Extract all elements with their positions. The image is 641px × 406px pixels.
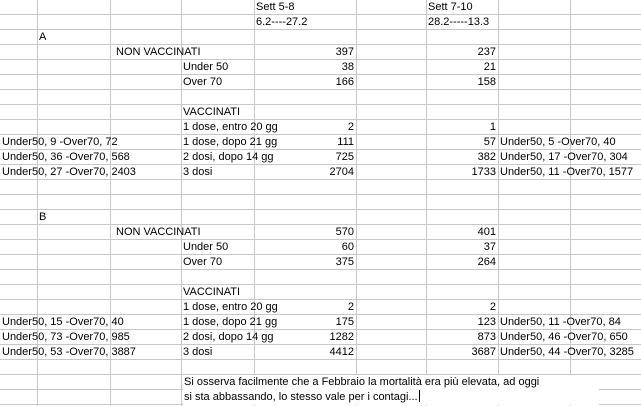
section-b-vaccinati-label[interactable]: VACCINATI: [183, 286, 241, 298]
section-b-dose1-21-breakdown-p1[interactable]: Under50, 15 -Over70, 40: [2, 316, 124, 328]
section-b-non-vaccinati-p1[interactable]: 570: [335, 226, 354, 238]
section-b-dose2-14-p1[interactable]: 1282: [329, 331, 354, 343]
section-a-non-vaccinati-p1[interactable]: 397: [335, 46, 354, 58]
section-b-dose3-breakdown-p2[interactable]: Under50, 44 -Over70, 3285: [500, 346, 634, 358]
section-a-dose1-21-label[interactable]: 1 dose, dopo 21 gg: [183, 136, 278, 148]
section-a-over70-label[interactable]: Over 70: [183, 76, 223, 88]
section-a-dose3-p2[interactable]: 1733: [471, 166, 496, 178]
section-a-label[interactable]: A: [39, 31, 47, 43]
section-a-dose1-21-p2[interactable]: 57: [483, 136, 496, 148]
row-divider: [0, 29, 641, 30]
section-a-over70-p2[interactable]: 158: [477, 76, 496, 88]
section-a-dose2-14-p2[interactable]: 382: [477, 151, 496, 163]
section-b-dose1-21-p2[interactable]: 123: [477, 316, 496, 328]
section-a-dose2-14-breakdown-p2[interactable]: Under50, 17 -Over70, 304: [500, 151, 628, 163]
row-divider: [0, 209, 641, 210]
section-b-dose2-14-breakdown-p1[interactable]: Under50, 73 -Over70, 985: [2, 331, 130, 343]
section-b-dose3-label[interactable]: 3 dosi: [183, 346, 213, 358]
section-a-vaccinati-label[interactable]: VACCINATI: [183, 106, 241, 118]
row-divider: [0, 104, 641, 105]
section-a-dose3-label[interactable]: 3 dosi: [183, 166, 213, 178]
section-b-dose1-21-label[interactable]: 1 dose, dopo 21 gg: [183, 316, 278, 328]
section-b-label[interactable]: B: [39, 211, 47, 223]
section-a-dose1-21-breakdown-p2[interactable]: Under50, 5 -Over70, 40: [500, 136, 616, 148]
section-a-dose1-21-p1[interactable]: 111: [337, 136, 354, 148]
section-b-non-vaccinati-p2[interactable]: 401: [477, 226, 496, 238]
section-b-dose1-20-p1[interactable]: 2: [347, 301, 354, 313]
section-b-dose3-p2[interactable]: 3687: [471, 346, 496, 358]
section-b-dose3-p1[interactable]: 4412: [329, 346, 354, 358]
section-a-dose2-14-label[interactable]: 2 dosi, dopo 14 gg: [183, 151, 274, 163]
section-a-under50-p1[interactable]: 38: [341, 61, 354, 73]
section-a-under50-p2[interactable]: 21: [483, 61, 496, 73]
section-b-dose3-breakdown-p1[interactable]: Under50, 53 -Over70, 3887: [2, 346, 136, 358]
section-b-dose1-20-label[interactable]: 1 dose, entro 20 gg: [183, 301, 278, 313]
section-a-dose3-p1[interactable]: 2704: [329, 166, 354, 178]
note-line-1[interactable]: Si osserva facilmente che a Febbraio la mortalità era più elevata, ad oggi: [183, 375, 599, 390]
period2-dates-header[interactable]: 28.2-----13.3: [428, 16, 490, 28]
text-cursor: [419, 390, 420, 402]
section-a-dose3-breakdown-p2[interactable]: Under50, 11 -Over70, 1577: [500, 166, 634, 178]
section-b-under50-label[interactable]: Under 50: [183, 241, 229, 253]
column-divider: [356, 0, 357, 406]
period1-week-header[interactable]: Sett 5-8: [256, 1, 295, 13]
section-b-non-vaccinati-label[interactable]: NON VACCINATI: [116, 226, 201, 238]
note-line-2-text: si sta abbassando, lo stesso vale per i contagi...: [184, 391, 418, 403]
section-b-dose1-21-breakdown-p2[interactable]: Under50, 11 -Over70, 84: [500, 316, 621, 328]
section-b-over70-label[interactable]: Over 70: [183, 256, 223, 268]
section-b-dose2-14-breakdown-p2[interactable]: Under50, 46 -Over70, 650: [500, 331, 628, 343]
section-a-non-vaccinati-label[interactable]: NON VACCINATI: [116, 46, 201, 58]
section-b-dose1-20-p2[interactable]: 2: [489, 301, 496, 313]
section-a-non-vaccinati-p2[interactable]: 237: [477, 46, 496, 58]
section-b-over70-p1[interactable]: 375: [335, 256, 354, 268]
section-b-under50-p2[interactable]: 37: [483, 241, 496, 253]
section-b-dose2-14-label[interactable]: 2 dosi, dopo 14 gg: [183, 331, 274, 343]
section-a-dose2-14-p1[interactable]: 725: [335, 151, 354, 163]
note-line-2[interactable]: [183, 390, 599, 405]
section-a-over70-p1[interactable]: 166: [335, 76, 354, 88]
section-b-over70-p2[interactable]: 264: [477, 256, 496, 268]
period2-week-header[interactable]: Sett 7-10: [428, 1, 473, 13]
column-divider: [498, 0, 499, 406]
period1-dates-header[interactable]: 6.2----27.2: [256, 16, 308, 28]
column-divider: [181, 0, 182, 406]
section-a-dose1-20-p2[interactable]: 1: [489, 121, 496, 133]
row-divider: [0, 194, 641, 195]
section-a-dose3-breakdown-p1[interactable]: Under50, 27 -Over70, 2403: [2, 166, 136, 178]
section-a-dose1-20-p1[interactable]: 2: [347, 121, 354, 133]
row-divider: [0, 14, 641, 15]
section-a-dose1-20-label[interactable]: 1 dose, entro 20 gg: [183, 121, 278, 133]
section-a-dose1-21-breakdown-p1[interactable]: Under50, 9 -Over70, 72: [2, 136, 118, 148]
section-b-under50-p1[interactable]: 60: [341, 241, 354, 253]
section-a-dose2-14-breakdown-p1[interactable]: Under50, 36 -Over70, 568: [2, 151, 130, 163]
section-a-under50-label[interactable]: Under 50: [183, 61, 229, 73]
section-b-dose2-14-p2[interactable]: 873: [477, 331, 496, 343]
row-divider: [0, 284, 641, 285]
section-b-dose1-21-p1[interactable]: 175: [335, 316, 354, 328]
